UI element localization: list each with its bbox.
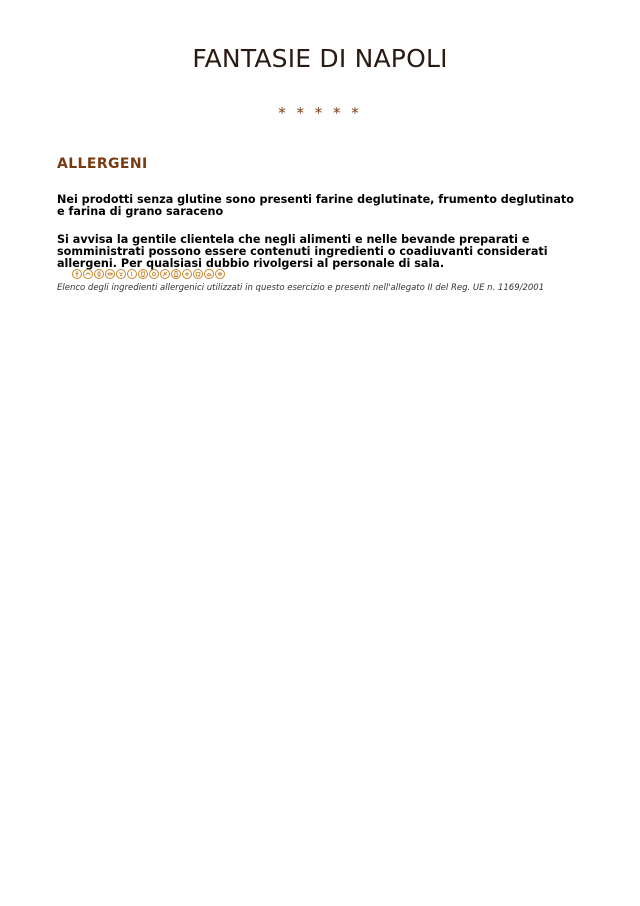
- molluscs-icon: [215, 269, 225, 279]
- sulphites-icon: [193, 269, 203, 279]
- lupin-icon: [204, 269, 214, 279]
- allergen-warning: Si avvisa la gentile clientela che negli alimenti e nelle bevande preparati e somministrati possono essere contenuti ingredienti o coadiuvanti considerati allergeni. Per qualsiasi dubbio rivolgersi al personale di sala.: [57, 233, 548, 270]
- gluten-icon: [72, 269, 82, 279]
- gluten-free-notice: Nei prodotti senza glutine sono presenti farine deglutinate, frumento deglutinato e farina di grano saraceno: [57, 193, 574, 218]
- celery-icon: [160, 269, 170, 279]
- peanuts-icon: [116, 269, 126, 279]
- page-title: FANTASIE DI NAPOLI: [192, 44, 448, 73]
- allergens-heading: ALLERGENI: [57, 156, 148, 172]
- crustaceans-icon: [83, 269, 93, 279]
- nuts-icon: [149, 269, 159, 279]
- milk-icon: [138, 269, 148, 279]
- rating-stars: * * * * *: [278, 104, 362, 122]
- soy-icon: [127, 269, 137, 279]
- regulation-footnote: Elenco degli ingredienti allergenici utilizzati in questo esercizio e presenti nell'allegato II del Reg. UE n. 1169/2001: [57, 283, 545, 293]
- mustard-icon: [171, 269, 181, 279]
- sesame-icon: [182, 269, 192, 279]
- eggs-icon: [94, 269, 104, 279]
- fish-icon: [105, 269, 115, 279]
- allergen-icons-row: [72, 269, 225, 279]
